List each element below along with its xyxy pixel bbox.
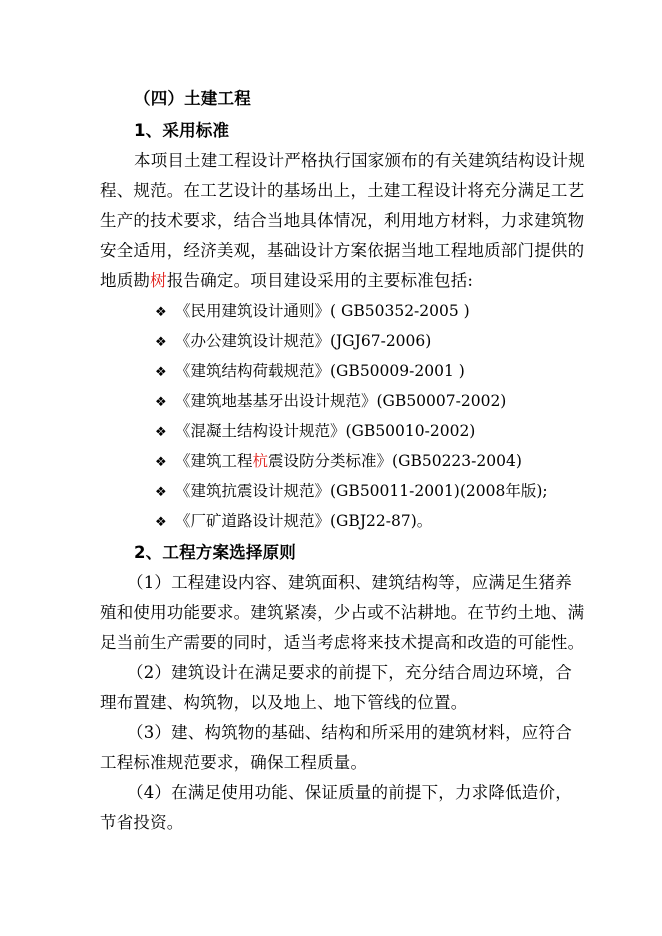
intro-line-3: 生产的技术要求，结合当地具体情况，利用地方材料，力求建筑物 (100, 211, 585, 230)
standard-item (155, 480, 548, 504)
principles-heading: 2、工程方案选择原则 (134, 543, 296, 562)
principle-4-line-2: 节省投资。 (100, 813, 184, 832)
intro-line-2: 程、规范。在工艺设计的基场出上，土建工程设计将充分满足工艺 (100, 181, 585, 200)
diamond-bullet-icon: ❖ (155, 395, 167, 410)
standard-highlight-char: 杭 (252, 452, 269, 470)
standard-item (155, 300, 470, 324)
standard-item (155, 390, 506, 414)
diamond-bullet-icon: ❖ (155, 335, 167, 350)
standard-item (155, 420, 475, 444)
standard-text-b: 震设防分类标准》(GB50223-2004) (268, 452, 522, 470)
diamond-bullet-icon: ❖ (155, 365, 167, 380)
standard-item (155, 330, 431, 354)
diamond-bullet-icon: ❖ (155, 425, 167, 440)
standard-item (155, 510, 432, 534)
standard-text: 《办公建筑设计规范》(JGJ67-2006) (175, 332, 432, 350)
standards-heading: 1、采用标准 (134, 121, 230, 140)
standard-item (155, 450, 522, 474)
intro-line-4: 安全适用，经济美观，基础设计方案依据当地工程地质部门提供的 (100, 241, 585, 260)
standard-text: 《混凝土结构设计规范》(GB50010-2002) (175, 422, 476, 440)
diamond-bullet-icon: ❖ (155, 485, 167, 500)
intro-line-5 (100, 270, 473, 292)
diamond-bullet-icon: ❖ (155, 455, 167, 470)
principle-2-line-2: 理布置建、构筑物，以及地上、地下管线的位置。 (100, 693, 468, 712)
standard-text: 《建筑地基基牙出设计规范》(GB50007-2002) (175, 392, 507, 410)
principle-3-line-2: 工程标准规范要求，确保工程质量。 (100, 753, 368, 772)
section-heading: （四）土建工程 (134, 89, 251, 108)
principle-4-line-1: （4）在满足使用功能、保证质量的前提下，力求降低造价， (127, 783, 572, 802)
standard-text: 《建筑抗震设计规范》(GB50011-2001)(2008年版); (175, 482, 548, 500)
principle-1-line-1: （1）工程建设内容、建筑面积、建筑结构等，应满足生猪养 (127, 573, 572, 592)
standard-text-a: 《建筑工程 (175, 452, 253, 470)
diamond-bullet-icon: ❖ (155, 515, 167, 530)
standard-text: 《厂矿道路设计规范》(GBJ22-87)。 (175, 512, 433, 530)
intro-highlight-char: 树 (150, 271, 167, 290)
principle-1-line-3: 足当前生产需要的同时，适当考虑将来技术提高和改造的可能性。 (100, 633, 585, 652)
principle-1-line-2: 殖和使用功能要求。建筑紧凑，少占或不沾耕地。在节约土地、满 (100, 603, 585, 622)
standard-text: 《建筑结构荷载规范》(GB50009-2001 ) (175, 362, 465, 380)
diamond-bullet-icon: ❖ (155, 305, 167, 320)
standard-text: 《民用建筑设计通则》( GB50352-2005 ) (175, 302, 470, 320)
standard-item (155, 360, 465, 384)
principle-3-line-1: （3）建、构筑物的基础、结构和所采用的建筑材料，应符合 (127, 723, 572, 742)
intro-line-1: 本项目土建工程设计严格执行国家颁布的有关建筑结构设计规 (134, 151, 585, 170)
principle-2-line-1: （2）建筑设计在满足要求的前提下，充分结合周边环境，合 (127, 663, 572, 682)
intro-line-5-a: 地质勘 (100, 271, 151, 290)
intro-line-5-b: 报告确定。项目建设采用的主要标准包括: (166, 271, 474, 290)
